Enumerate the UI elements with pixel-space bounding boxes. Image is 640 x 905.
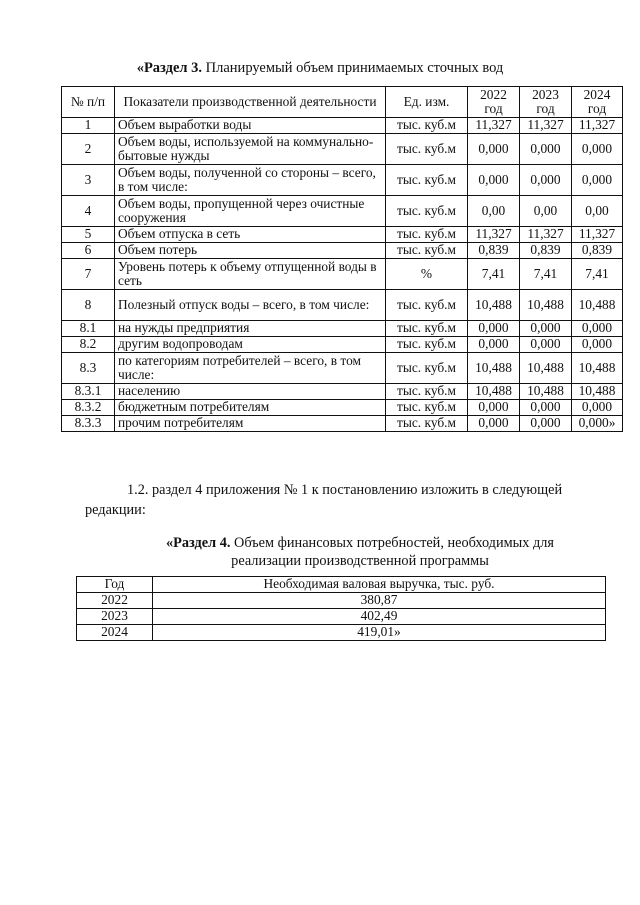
section4-title-rest: Объем финансовых потребностей, необходимых для — [230, 535, 554, 551]
table-row — [62, 227, 623, 243]
row-unit: тыс. куб.м — [386, 384, 468, 400]
table-row — [62, 196, 623, 227]
row-value-2022: 7,41 — [468, 259, 520, 290]
row-indicator: Уровень потерь к объему отпущенной воды в сеть — [115, 259, 386, 290]
row-value-2024: 7,41 — [572, 259, 623, 290]
section4-table — [76, 576, 606, 641]
row-value-2024: 0,000 — [572, 400, 623, 416]
row-value-2023: 11,327 — [520, 118, 572, 134]
row-value-2023: 10,488 — [520, 384, 572, 400]
table-header-row — [77, 577, 606, 593]
row-value-2022: 0,000 — [468, 165, 520, 196]
row-number: 1 — [62, 118, 115, 134]
row-number: 2 — [62, 134, 115, 165]
row-value-2023: 0,000 — [520, 321, 572, 337]
row-value-2022: 11,327 — [468, 227, 520, 243]
row-value-2024: 0,000 — [572, 165, 623, 196]
table-row — [62, 290, 623, 321]
row-value-2024: 11,327 — [572, 118, 623, 134]
row-indicator: бюджетным потребителям — [115, 400, 386, 416]
table-row — [62, 400, 623, 416]
row-value-2024: 0,00 — [572, 196, 623, 227]
row-value-2022: 0,00 — [468, 196, 520, 227]
row-value-2023: 11,327 — [520, 227, 572, 243]
row-indicator: другим водопроводам — [115, 337, 386, 353]
header-year: Год — [77, 577, 153, 593]
row-number: 8.3.1 — [62, 384, 115, 400]
row-unit: тыс. куб.м — [386, 165, 468, 196]
row-unit: тыс. куб.м — [386, 196, 468, 227]
table-row — [62, 118, 623, 134]
row-value-2023: 10,488 — [520, 353, 572, 384]
row-number: 8.1 — [62, 321, 115, 337]
section4-title-bold: «Раздел 4. — [166, 535, 231, 551]
section4-title-line2: реализации производственной программы — [231, 553, 489, 569]
table-row — [62, 134, 623, 165]
row-year: 2024 — [77, 625, 153, 641]
row-value-2022: 0,000 — [468, 337, 520, 353]
row-value-2024: 10,488 — [572, 384, 623, 400]
section3-title-bold: «Раздел 3. — [136, 60, 203, 76]
table-header-row — [62, 87, 623, 118]
row-indicator: прочим потребителям — [115, 416, 386, 432]
header-2023: 2023 год — [520, 87, 572, 118]
section3-title — [0, 59, 640, 77]
row-number: 3 — [62, 165, 115, 196]
row-indicator: Объем воды, полученной со стороны – всего, в том числе: — [115, 165, 386, 196]
row-indicator: Объем воды, пропущенной через очистные сооружения — [115, 196, 386, 227]
row-value-2024: 0,000 — [572, 134, 623, 165]
row-value-2024: 11,327 — [572, 227, 623, 243]
row-unit: тыс. куб.м — [386, 227, 468, 243]
row-value-2023: 7,41 — [520, 259, 572, 290]
row-unit: % — [386, 259, 468, 290]
row-unit: тыс. куб.м — [386, 416, 468, 432]
table-row — [77, 609, 606, 625]
row-year: 2023 — [77, 609, 153, 625]
row-value-2022: 10,488 — [468, 384, 520, 400]
table-row — [62, 321, 623, 337]
row-number: 8 — [62, 290, 115, 321]
row-value-2024: 10,488 — [572, 290, 623, 321]
header-2022: 2022 год — [468, 87, 520, 118]
row-value-2022: 0,000 — [468, 134, 520, 165]
row-number: 8.2 — [62, 337, 115, 353]
row-value-2024: 0,000» — [572, 416, 623, 432]
table-row — [62, 243, 623, 259]
row-indicator: Объем воды, используемой на коммунально-бытовые нужды — [115, 134, 386, 165]
header-unit: Ед. изм. — [386, 87, 468, 118]
row-unit: тыс. куб.м — [386, 321, 468, 337]
header-2024: 2024 год — [572, 87, 623, 118]
row-unit: тыс. куб.м — [386, 290, 468, 321]
row-number: 6 — [62, 243, 115, 259]
row-value-2024: 10,488 — [572, 353, 623, 384]
row-value-2023: 0,000 — [520, 337, 572, 353]
row-indicator: Объем отпуска в сеть — [115, 227, 386, 243]
table-row — [62, 384, 623, 400]
row-value-2023: 0,839 — [520, 243, 572, 259]
header-revenue: Необходимая валовая выручка, тыс. руб. — [153, 577, 606, 593]
row-indicator: Объем выработки воды — [115, 118, 386, 134]
table-row — [62, 259, 623, 290]
table-row — [77, 625, 606, 641]
row-number: 5 — [62, 227, 115, 243]
row-number: 7 — [62, 259, 115, 290]
row-indicator: на нужды предприятия — [115, 321, 386, 337]
row-year: 2022 — [77, 593, 153, 609]
row-value-2022: 10,488 — [468, 290, 520, 321]
table-row — [62, 337, 623, 353]
row-value-2023: 0,000 — [520, 165, 572, 196]
row-value-2022: 0,839 — [468, 243, 520, 259]
section3-table-body — [62, 118, 623, 432]
section4-title — [0, 534, 640, 570]
row-value-2023: 0,00 — [520, 196, 572, 227]
row-unit: тыс. куб.м — [386, 243, 468, 259]
row-value-2023: 0,000 — [520, 416, 572, 432]
row-number: 8.3.2 — [62, 400, 115, 416]
header-indicator: Показатели производственной деятельности — [115, 87, 386, 118]
section3-title-rest: Планируемый объем принимаемых сточных вод — [202, 60, 504, 76]
row-unit: тыс. куб.м — [386, 337, 468, 353]
row-indicator: Полезный отпуск воды – всего, в том числе: — [115, 290, 386, 321]
row-indicator: по категориям потребителей – всего, в том числе: — [115, 353, 386, 384]
row-revenue: 419,01» — [153, 625, 606, 641]
row-indicator: Объем потерь — [115, 243, 386, 259]
table-row — [62, 416, 623, 432]
row-value-2024: 0,839 — [572, 243, 623, 259]
section4-table-body — [77, 593, 606, 641]
section3-table — [61, 86, 623, 432]
row-value-2022: 11,327 — [468, 118, 520, 134]
header-num: № п/п — [62, 87, 115, 118]
row-value-2024: 0,000 — [572, 337, 623, 353]
table-row — [77, 593, 606, 609]
row-number: 8.3.3 — [62, 416, 115, 432]
row-value-2022: 10,488 — [468, 353, 520, 384]
row-unit: тыс. куб.м — [386, 353, 468, 384]
section4-title-line1 — [0, 534, 640, 552]
amendment-paragraph: 1.2. раздел 4 приложения № 1 к постановлению изложить в следующей редакции: — [85, 482, 563, 518]
row-revenue: 380,87 — [153, 593, 606, 609]
row-value-2023: 10,488 — [520, 290, 572, 321]
row-unit: тыс. куб.м — [386, 400, 468, 416]
row-unit: тыс. куб.м — [386, 134, 468, 165]
row-indicator: населению — [115, 384, 386, 400]
row-number: 8.3 — [62, 353, 115, 384]
row-value-2023: 0,000 — [520, 134, 572, 165]
table-row — [62, 353, 623, 384]
row-value-2022: 0,000 — [468, 321, 520, 337]
table-row — [62, 165, 623, 196]
row-value-2022: 0,000 — [468, 400, 520, 416]
row-revenue: 402,49 — [153, 609, 606, 625]
row-value-2022: 0,000 — [468, 416, 520, 432]
row-value-2024: 0,000 — [572, 321, 623, 337]
row-number: 4 — [62, 196, 115, 227]
row-value-2023: 0,000 — [520, 400, 572, 416]
row-unit: тыс. куб.м — [386, 118, 468, 134]
